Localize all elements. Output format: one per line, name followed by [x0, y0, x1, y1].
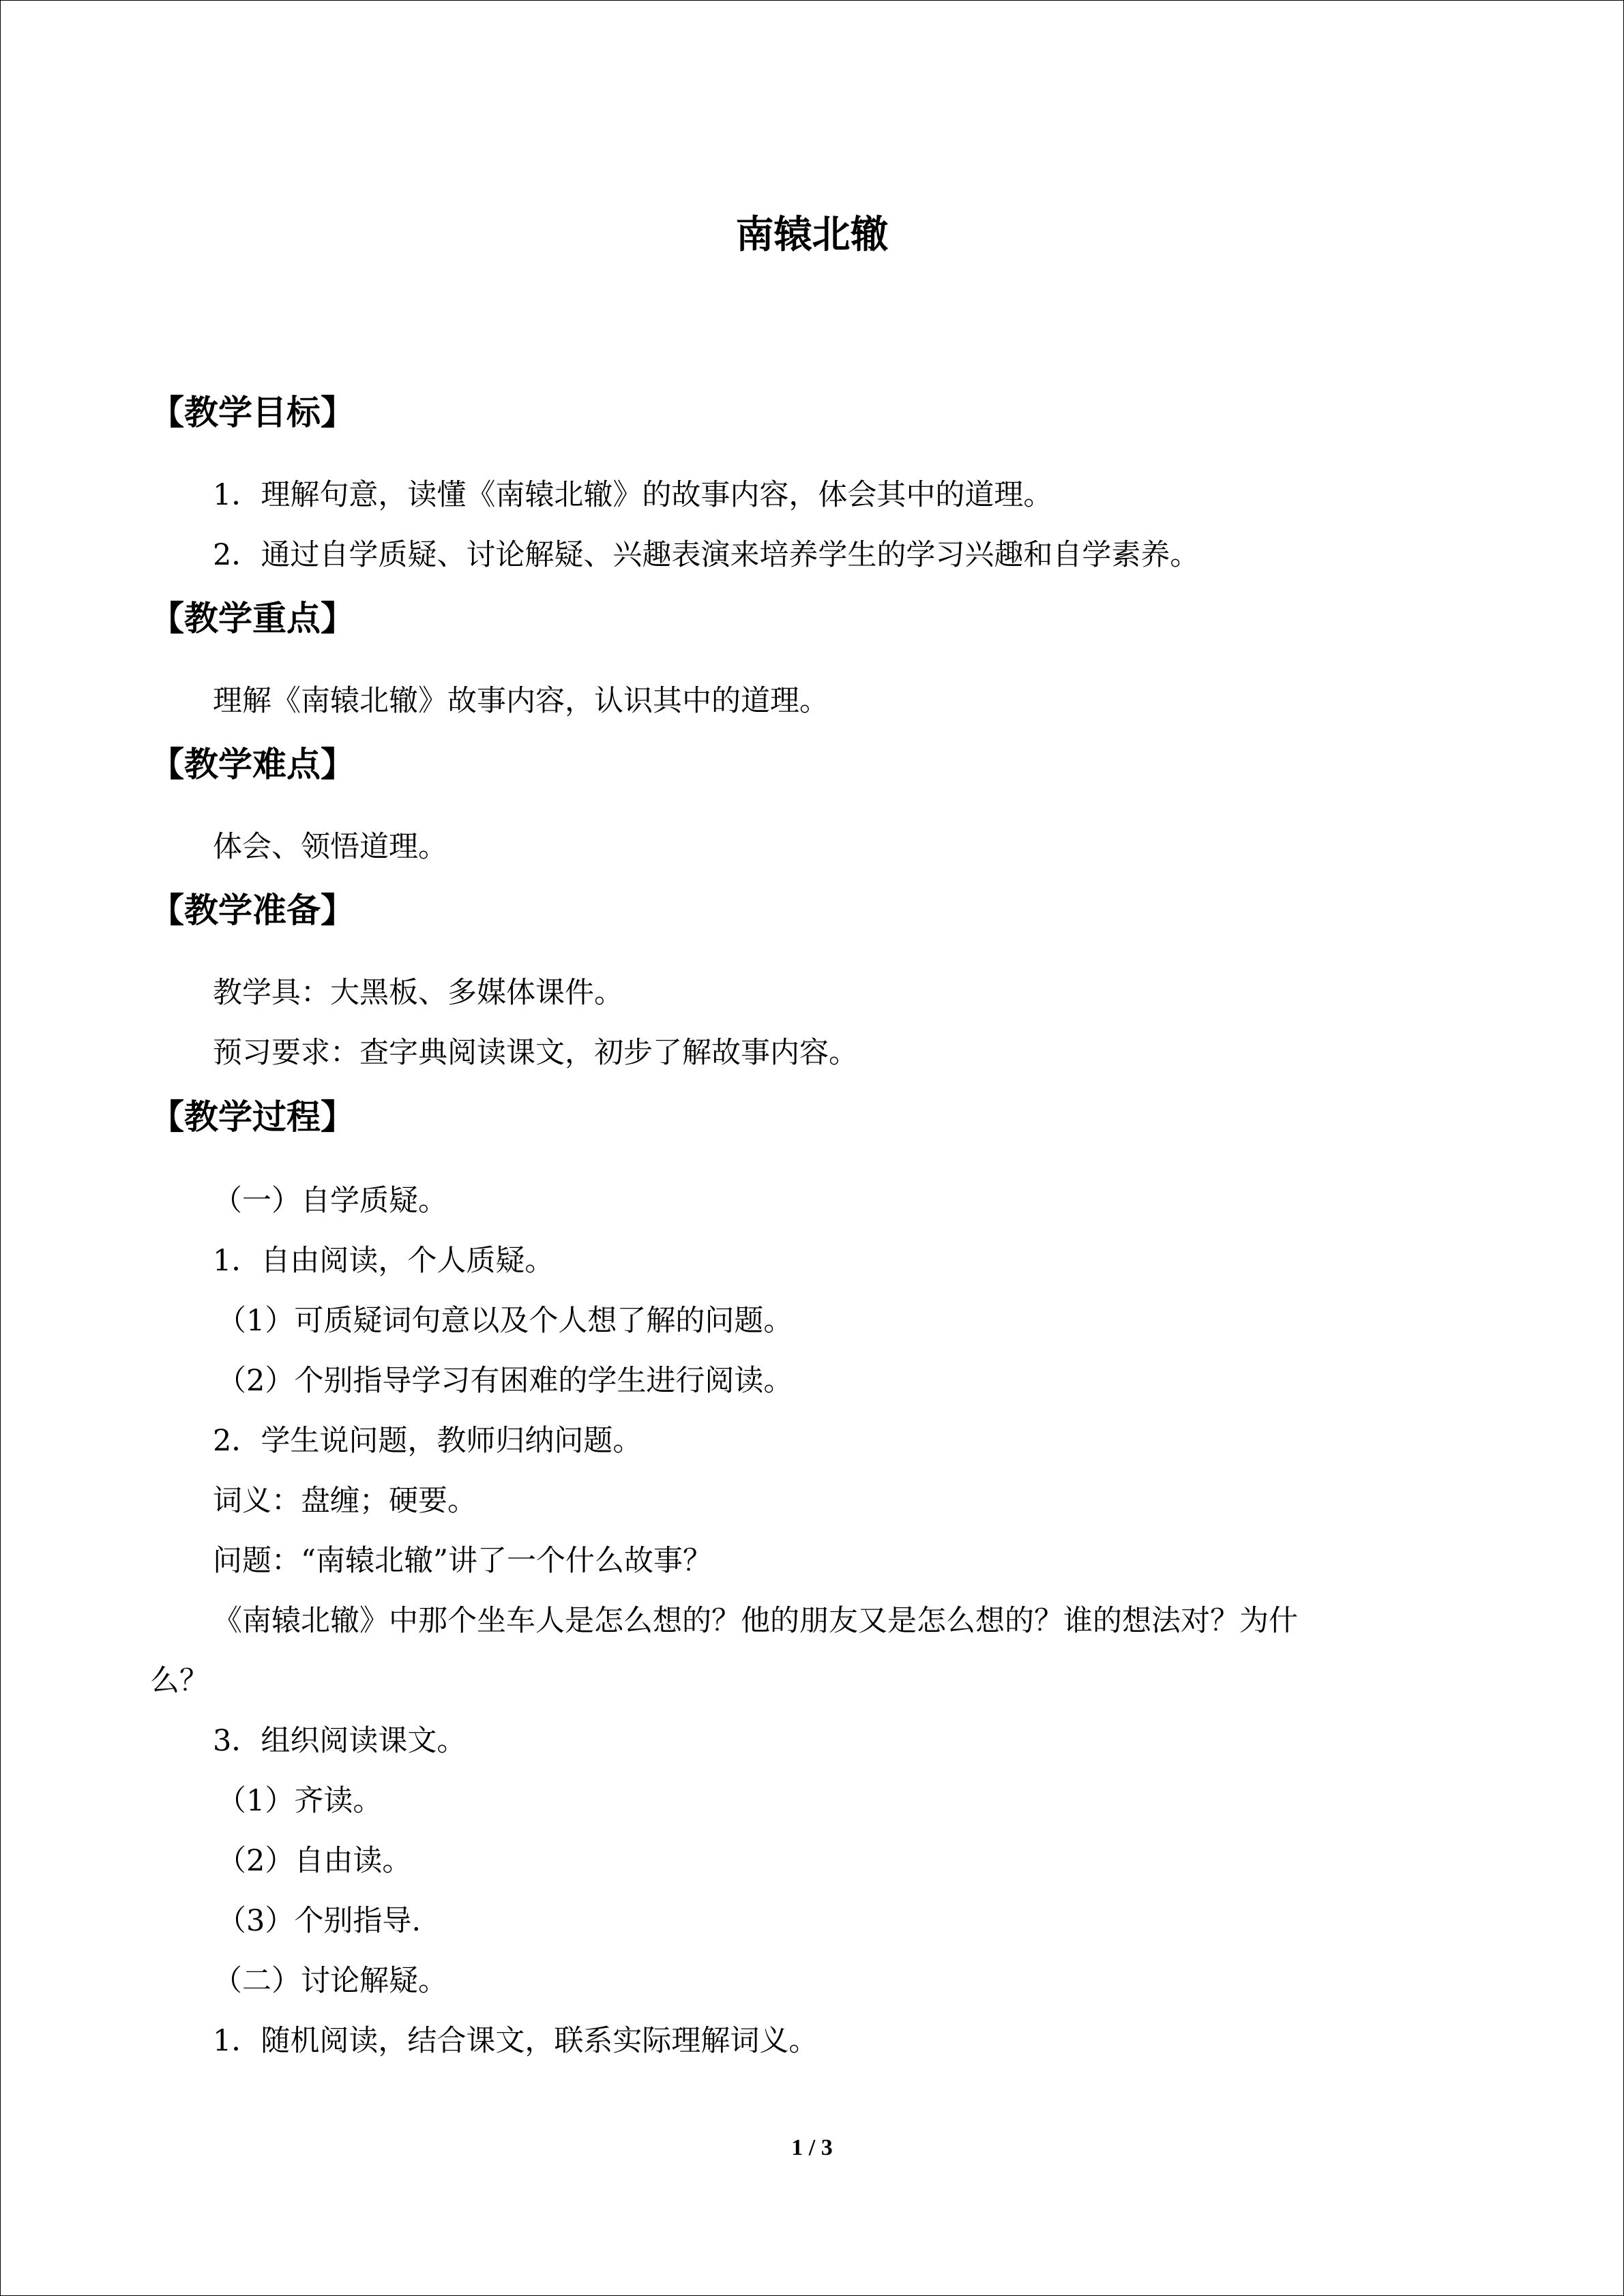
section-heading-objectives: 【教学目标】	[150, 393, 355, 432]
process-item: （2）个别指导学习有困难的学生进行阅读。	[217, 1364, 793, 1398]
process-item: 1．自由阅读，个人质疑。	[213, 1244, 555, 1278]
section-heading-preparation: 【教学准备】	[150, 891, 355, 930]
process-item: 2．学生说问题，教师归纳问题。	[213, 1424, 643, 1458]
process-item: 词义：盘缠；硬要。	[213, 1484, 477, 1518]
preparation-item: 教学具：大黑板、多媒体课件。	[213, 976, 623, 1010]
section-heading-key-points: 【教学重点】	[150, 599, 355, 638]
preparation-item: 预习要求：查字典阅读课文，初步了解故事内容。	[213, 1036, 858, 1070]
objective-item: 2．通过自学质疑、讨论解疑、兴趣表演来培养学生的学习兴趣和自学素养。	[213, 538, 1200, 572]
process-item: （1）齐读。	[217, 1784, 383, 1818]
process-item: 《南辕北辙》中那个坐车人是怎么想的？他的朋友又是怎么想的？谁的想法对？为什	[213, 1604, 1298, 1638]
document-title: 南辕北辙	[735, 213, 889, 257]
objective-item: 1．理解句意，读懂《南辕北辙》的故事内容，体会其中的道理。	[213, 478, 1053, 512]
process-item-continuation: 么？	[150, 1664, 209, 1698]
process-item: （3）个别指导.	[217, 1904, 422, 1938]
page-number: 1 / 3	[791, 2135, 833, 2160]
difficulty-item: 体会、领悟道理。	[213, 830, 447, 864]
process-item: （一）自学质疑。	[213, 1184, 447, 1218]
key-point-item: 理解《南辕北辙》故事内容，认识其中的道理。	[213, 684, 829, 718]
process-item: （二）讨论解疑。	[213, 1964, 447, 1998]
process-item: 3．组织阅读课文。	[213, 1724, 467, 1758]
process-item: 问题：“南辕北辙”讲了一个什么故事？	[213, 1544, 712, 1578]
process-item: 1．随机阅读，结合课文，联系实际理解词义。	[213, 2024, 818, 2058]
section-heading-difficulties: 【教学难点】	[150, 745, 355, 784]
section-heading-process: 【教学过程】	[150, 1097, 355, 1137]
process-item: （2）自由读。	[217, 1844, 412, 1878]
process-item: （1）可质疑词句意以及个人想了解的问题。	[217, 1304, 793, 1338]
